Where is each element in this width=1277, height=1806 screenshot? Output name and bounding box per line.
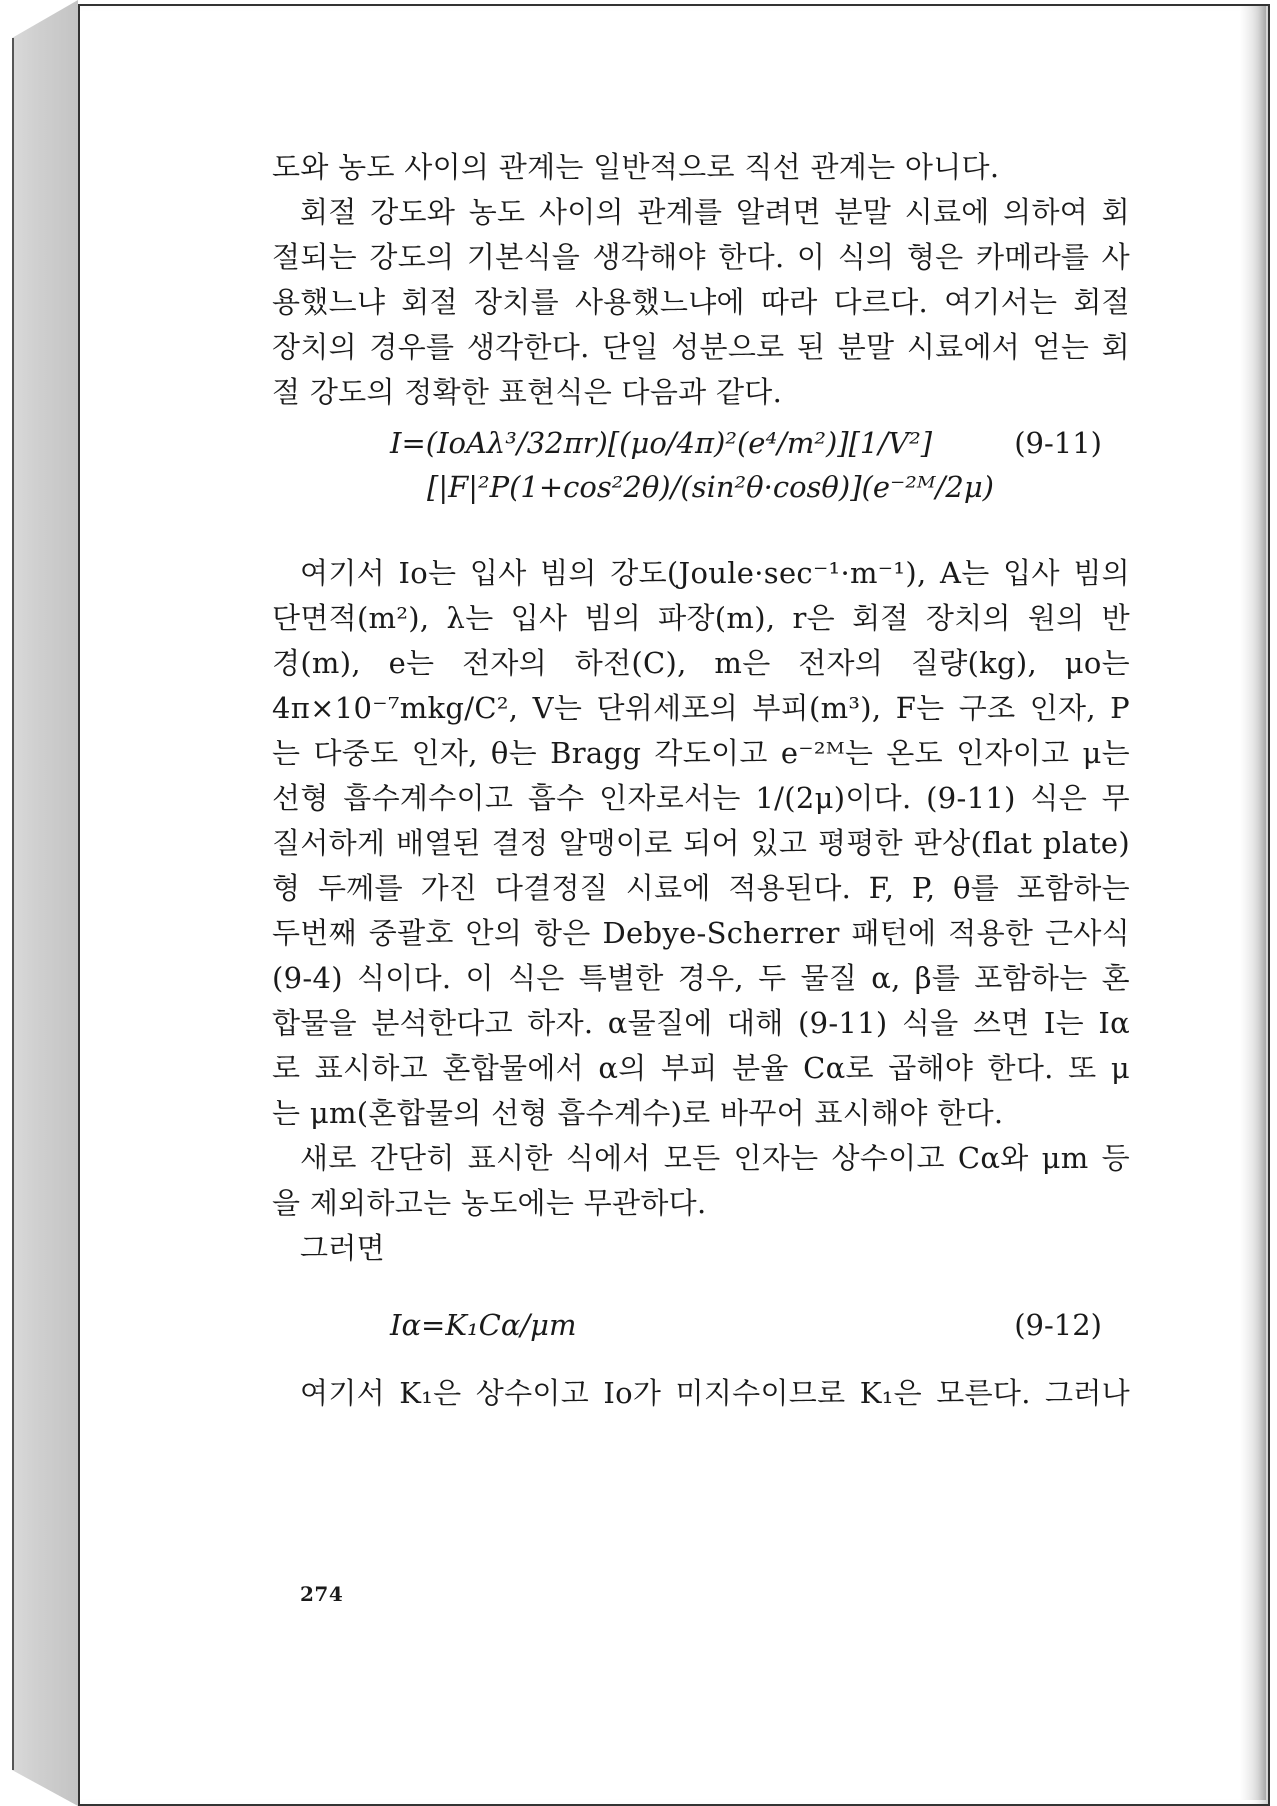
text-line: 회절 강도와 농도 사이의 관계를 알려면 분말 시료에 의하여 회 [300, 195, 1130, 229]
page-left-edge [78, 4, 80, 1804]
text-line: 을 제외하고는 농도에는 무관하다. [272, 1186, 707, 1220]
text-line: 질서하게 배열된 결정 알맹이로 되어 있고 평평한 판상(flat plate) [272, 826, 1130, 860]
spine-edge [12, 38, 14, 1770]
text-line: 그러면 [300, 1231, 385, 1265]
text-line: 두번째 중괄호 안의 항은 Debye-Scherrer 패턴에 적용한 근사식 [272, 916, 1130, 950]
page-right-shadow [1240, 6, 1266, 1800]
equation-9-11-line2 [272, 468, 1130, 516]
text-line: 여기서 K₁은 상수이고 Io가 미지수이므로 K₁은 모른다. 그러나 [300, 1376, 1130, 1410]
equation-expression: Iα=K₁Cα/μm [390, 1308, 577, 1342]
text-line: 4π×10⁻⁷mkg/C², V는 단위세포의 부피(m³), F는 구조 인자, P [272, 691, 1130, 725]
text-line: 용했느냐 회절 장치를 사용했느냐에 따라 다르다. 여기서는 회절 [272, 285, 1130, 319]
equation-expression: I=(IoAλ³/32πr)[(μo/4π)²(e⁴/m²)][1/V²] [390, 426, 933, 460]
text-line: 절되는 강도의 기본식을 생각해야 한다. 이 식의 형은 카메라를 사 [272, 240, 1130, 274]
text-line: 형 두께를 가진 다결정질 시료에 적용된다. F, P, θ를 포함하는 [272, 871, 1130, 905]
equation-number: (9-11) [1014, 426, 1102, 460]
book-spine [12, 0, 78, 1806]
text-line: 절 강도의 정확한 표현식은 다음과 같다. [272, 375, 783, 409]
equation-number: (9-12) [1014, 1308, 1102, 1342]
text-line: (9-4) 식이다. 이 식은 특별한 경우, 두 물질 α, β를 포함하는 혼 [272, 961, 1130, 995]
text-line: 합물을 분석한다고 하자. α물질에 대해 (9-11) 식을 쓰면 I는 Iα [272, 1006, 1130, 1040]
text-line: 장치의 경우를 생각한다. 단일 성분으로 된 분말 시료에서 얻는 회 [272, 330, 1130, 364]
equation-expression: [|F|²P(1+cos²2θ)/(sin²θ·cosθ)](e⁻²ᴹ/2μ) [427, 470, 995, 504]
text-line: 새로 간단히 표시한 식에서 모든 인자는 상수이고 Cα와 μm 등 [300, 1141, 1130, 1175]
text-line: 로 표시하고 혼합물에서 α의 부피 분율 Cα로 곱해야 한다. 또 μ [272, 1051, 1130, 1085]
page-number: 274 [300, 1582, 344, 1606]
text-line: 는 다중도 인자, θ는 Bragg 각도이고 e⁻²ᴹ는 온도 인자이고 μ는 [272, 736, 1130, 770]
text-line: 여기서 Io는 입사 빔의 강도(Joule·sec⁻¹·m⁻¹), A는 입사 빔의 [300, 556, 1130, 590]
text-line: 선형 흡수계수이고 흡수 인자로서는 1/(2μ)이다. (9-11) 식은 무 [272, 781, 1130, 815]
text-line: 단면적(m²), λ는 입사 빔의 파장(m), r은 회절 장치의 원의 반 [272, 601, 1130, 635]
page-body [272, 150, 1130, 1421]
equation-9-12 [272, 1302, 1130, 1350]
equation-9-11-line1 [272, 420, 1130, 468]
text-line: 도와 농도 사이의 관계는 일반적으로 직선 관계는 아니다. [272, 150, 1000, 184]
text-line: 경(m), e는 전자의 하전(C), m은 전자의 질량(kg), μo는 [272, 646, 1130, 680]
text-line: 는 μm(혼합물의 선형 흡수계수)로 바꾸어 표시해야 한다. [272, 1096, 1004, 1130]
